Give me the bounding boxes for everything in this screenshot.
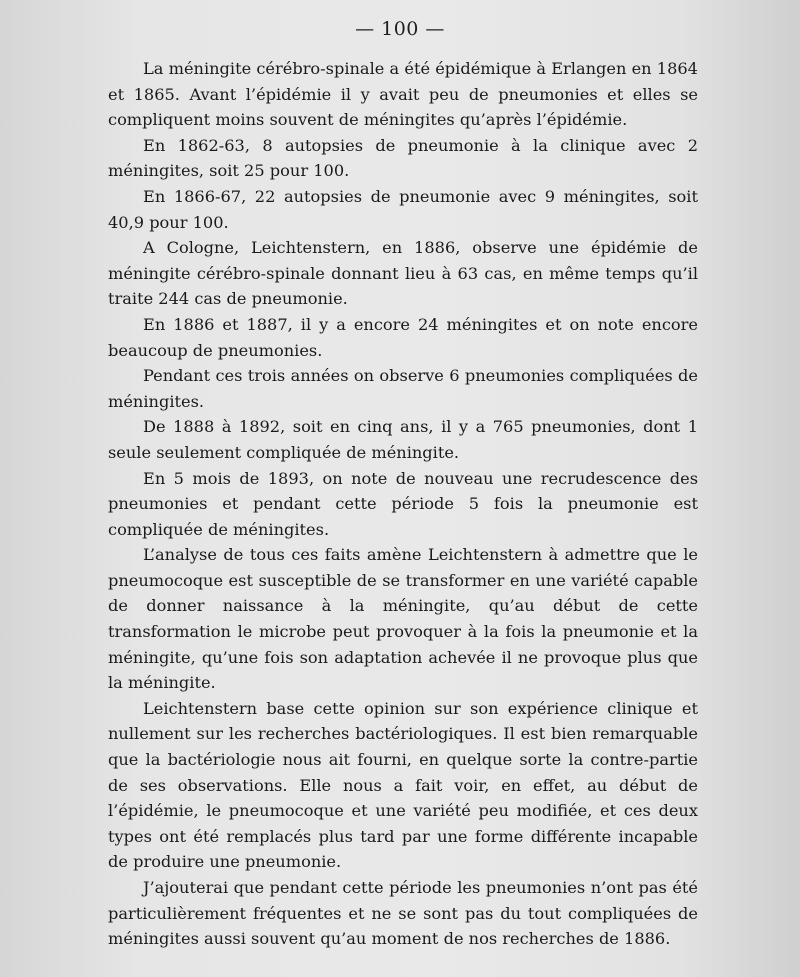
paragraph-three-years: Pendant ces trois années on observe 6 pneumonies compliquées de méningites. (108, 366, 698, 411)
paragraph-1866-67: En 1866-67, 22 autopsies de pneumonie avec 9 méningites, soit 40,9 pour 100. (108, 186, 698, 232)
page-number: — 100 — (355, 18, 445, 40)
paragraph-erlangen: La méningite cérébro-spinale a été épidémique à Erlangen en 1864 et 1865. Avant l’épidémie il y avait peu de pneumonies et elles se compliquent moins souvent de méningites qu’après l’épidémie. (108, 59, 698, 130)
paragraph-opinion: Leichtenstern base cette opinion sur son expérience clinique et nullement sur les recherches bactériologiques. Il est bien remarquable que la bactériologie nous ait fourni, en quelque sorte la contre-partie de ses observations. Elle nous a fait voir, en effet, au début de l’épidémie, le pneumocoque et une variété peu modifiée, et ces deux types ont été remplacés plus tard par une forme différente incapable de produire une pneumonie. (108, 698, 698, 872)
paragraph-1862-63: En 1862-63, 8 autopsies de pneumonie à la clinique avec 2 méningites, soit 25 pour 100. (108, 135, 698, 181)
body-text (108, 56, 698, 952)
paragraph-conclusion: J’ajouterai que pendant cette période les pneumonies n’ont pas été particulièrement fréquentes et ne se sont pas du tout compliquées de méningites aussi souvent qu’au moment de nos recherches de 1886. (108, 878, 698, 949)
paragraph-1888-1892: De 1888 à 1892, soit en cinq ans, il y a 765 pneumonies, dont 1 seule seulement compliquée de méningite. (108, 417, 698, 462)
paragraph-1886-1887: En 1886 et 1887, il y a encore 24 méningites et on note encore beaucoup de pneumonies. (108, 314, 698, 360)
paragraph-cologne: A Cologne, Leichtenstern, en 1886, observe une épidémie de méningite cérébro-spinale donnant lieu à 63 cas, en même temps qu’il traite 244 cas de pneumonie. (108, 238, 698, 309)
paragraph-analysis: L’analyse de tous ces faits amène Leichtenstern à admettre que le pneumocoque est susceptible de se transformer en une variété capable de donner naissance à la méningite, qu’au début de cette transformation le microbe peut provoquer à la fois la pneumonie et la méningite, qu’une fois son adaptation achevée il ne provoque plus que la méningite. (108, 545, 698, 693)
paragraph-1893: En 5 mois de 1893, on note de nouveau une recrudescence des pneumonies et pendant cette période 5 fois la pneumonie est compliquée de méningites. (108, 468, 698, 539)
